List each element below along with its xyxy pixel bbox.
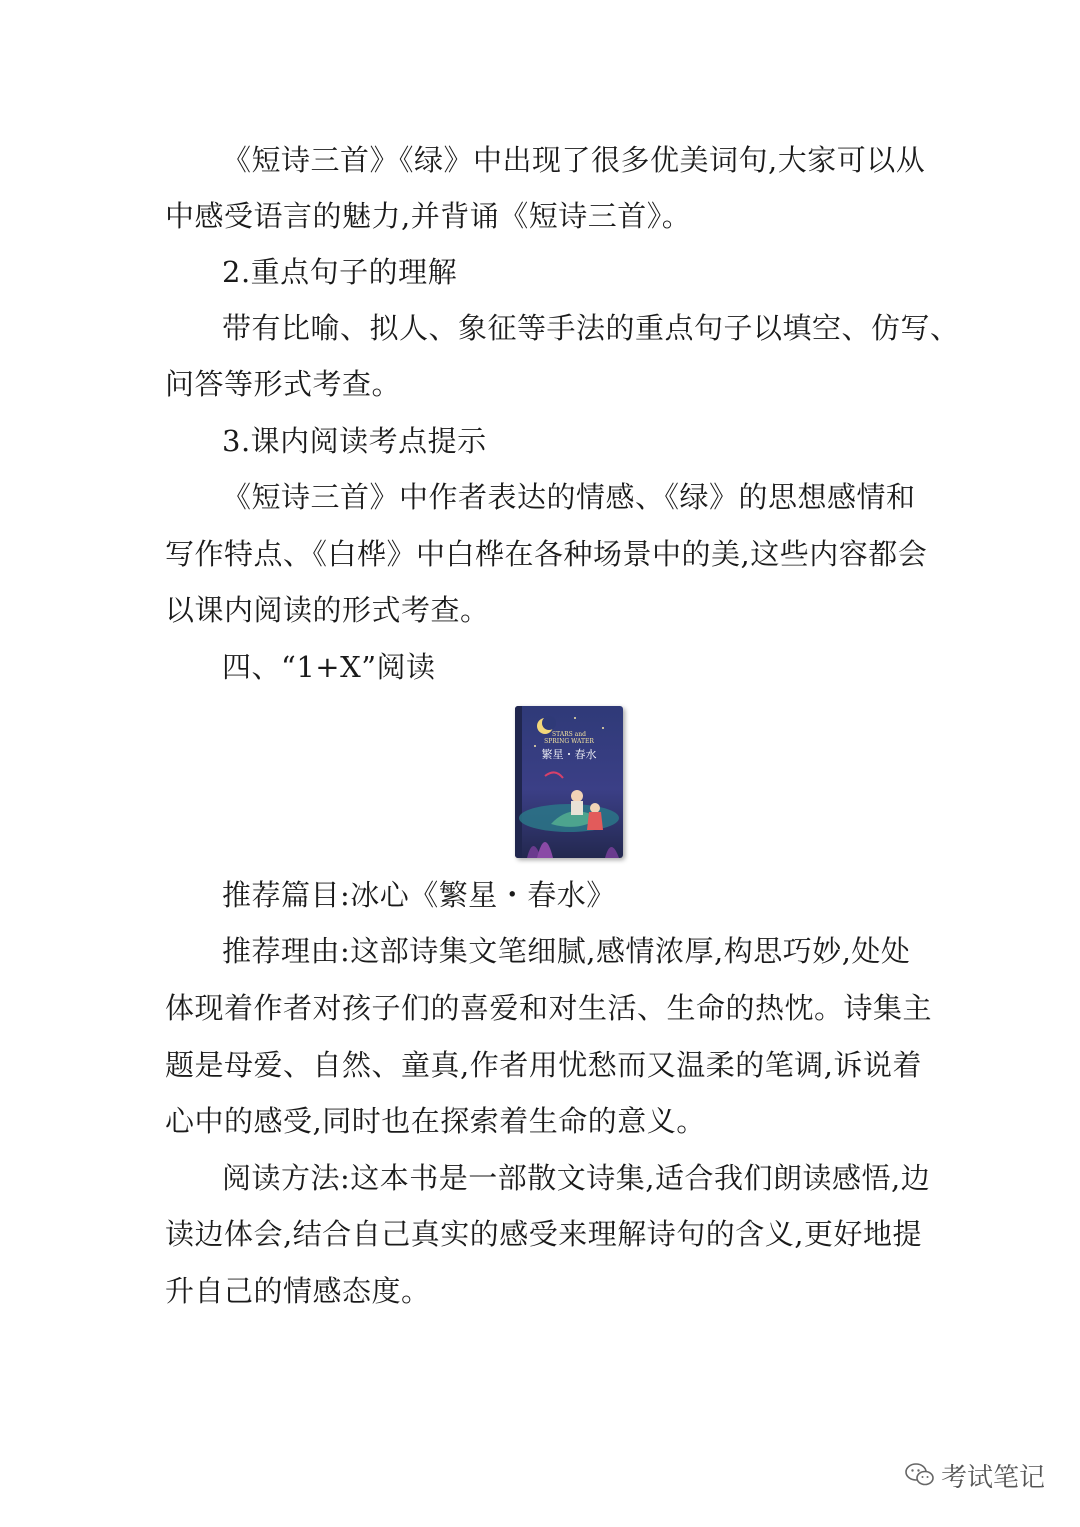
- paragraph-line: 《短诗三首》中作者表达的情感、《绿》的思想感情和: [222, 480, 916, 514]
- section-heading: 3.课内阅读考点提示: [222, 424, 487, 458]
- paragraph-line: 《短诗三首》《绿》中出现了很多优美词句,大家可以从: [222, 143, 926, 177]
- book-title-en: SPRING WATER: [544, 738, 594, 745]
- paragraph-line: 心中的感受,同时也在探索着生命的意义。: [165, 1104, 706, 1138]
- book-title-en: STARS and: [552, 731, 586, 738]
- paragraph-line: 推荐理由:这部诗集文笔细腻,感情浓厚,构思巧妙,处处: [222, 934, 911, 968]
- paragraph-line: 题是母爱、自然、童真,作者用忧愁而又温柔的笔调,诉说着: [165, 1048, 922, 1082]
- watermark: [905, 1455, 1045, 1495]
- paragraph-line: 推荐篇目:冰心《繁星・春水》: [222, 878, 616, 912]
- paragraph-line: 带有比喻、拟人、象征等手法的重点句子以填空、仿写、: [222, 311, 960, 345]
- paragraph-line: 读边体会,结合自己真实的感受来理解诗句的含义,更好地提: [165, 1217, 922, 1251]
- watermark-text: 考试笔记: [941, 1462, 1046, 1493]
- paragraph-line: 体现着作者对孩子们的喜爱和对生活、生命的热忱。诗集主: [165, 991, 933, 1025]
- wechat-icon: [905, 1462, 935, 1488]
- section-heading: 2.重点句子的理解: [222, 255, 458, 289]
- book-cover-image: [515, 706, 623, 858]
- book-title-zh: 繁星・春水: [541, 748, 597, 761]
- paragraph-line: 阅读方法:这本书是一部散文诗集,适合我们朗读感悟,边: [222, 1161, 931, 1195]
- paragraph-line: 中感受语言的魅力,并背诵《短诗三首》。: [165, 199, 692, 233]
- paragraph-line: 以课内阅读的形式考查。: [165, 593, 490, 627]
- paragraph-line: 写作特点、《白桦》中白桦在各种场景中的美,这些内容都会: [165, 537, 928, 571]
- paragraph-line: 升自己的情感态度。: [165, 1274, 431, 1308]
- paragraph-line: 问答等形式考查。: [165, 367, 402, 401]
- section-heading: 四、“1+X”阅读: [222, 650, 436, 684]
